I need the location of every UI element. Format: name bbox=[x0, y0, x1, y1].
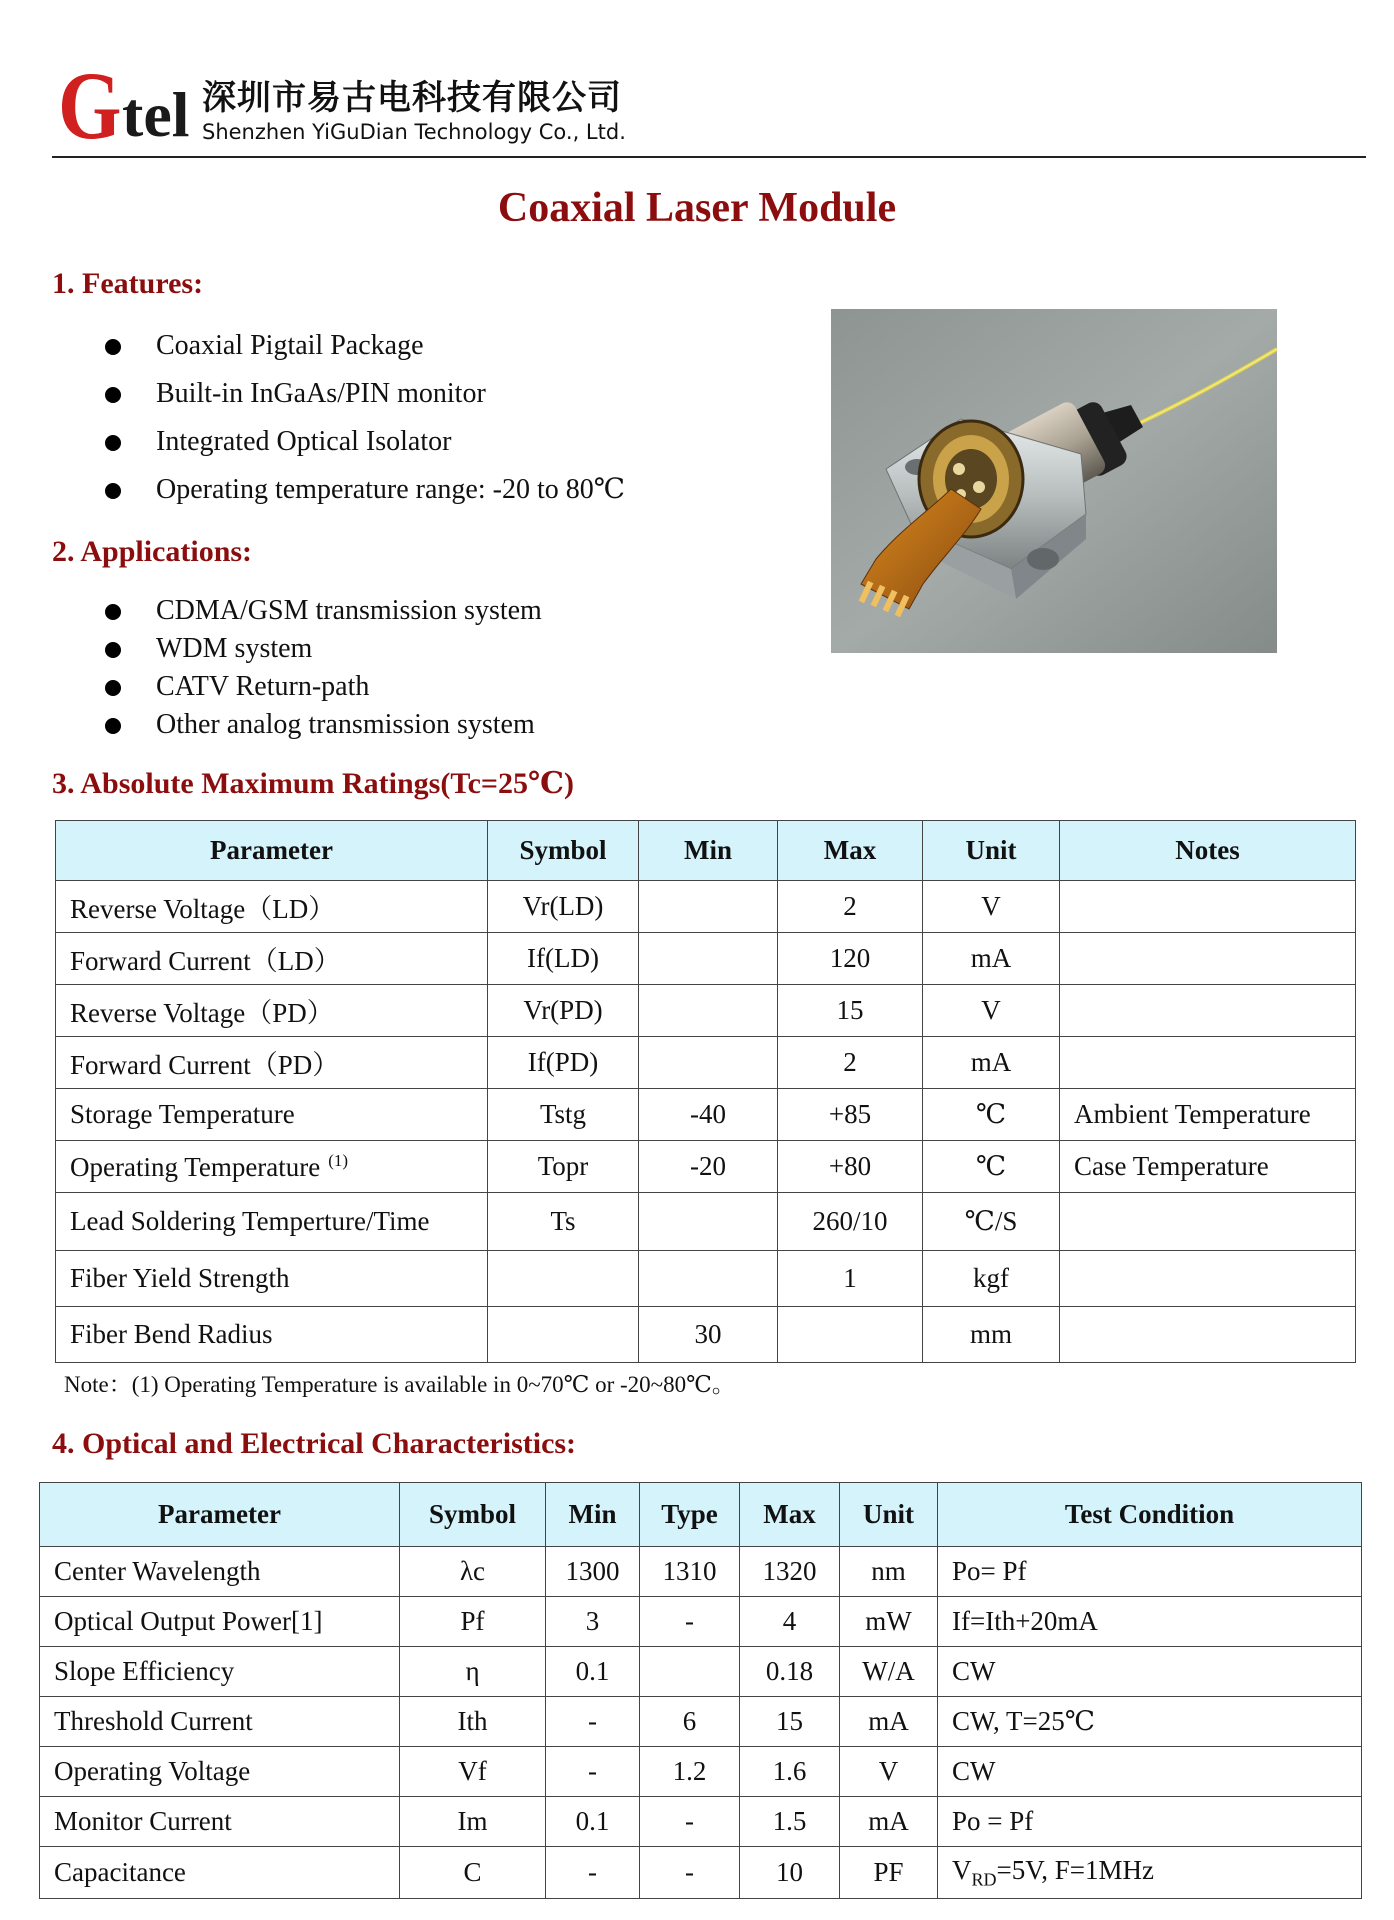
table-cell bbox=[56, 1037, 488, 1089]
cell-text: - bbox=[588, 1706, 597, 1736]
cell-text: - bbox=[685, 1857, 694, 1887]
table-cell bbox=[923, 881, 1060, 933]
table-row bbox=[56, 1037, 1356, 1089]
cell-text: 0.18 bbox=[765, 1656, 814, 1686]
table-cell bbox=[40, 1697, 400, 1747]
table-cell bbox=[778, 1193, 923, 1251]
condition-subscript: RD bbox=[971, 1869, 997, 1890]
column-header: Min bbox=[639, 821, 778, 881]
cell-text: Po = Pf bbox=[952, 1806, 1034, 1836]
column-header: Max bbox=[740, 1483, 840, 1547]
cell-text: 2 bbox=[843, 1047, 857, 1077]
list-item bbox=[100, 706, 542, 744]
table-cell bbox=[56, 1307, 488, 1363]
table-cell bbox=[640, 1797, 740, 1847]
cell-text: Slope Efficiency bbox=[54, 1656, 235, 1686]
cell-text: C bbox=[463, 1857, 482, 1887]
cell-text: 1.2 bbox=[672, 1756, 707, 1786]
table-cell bbox=[1060, 1193, 1356, 1251]
cell-text: 10 bbox=[776, 1857, 803, 1887]
table-cell bbox=[740, 1647, 840, 1697]
table-cell bbox=[488, 1307, 639, 1363]
table-cell bbox=[639, 1141, 778, 1193]
table-cell bbox=[938, 1747, 1362, 1797]
list-item bbox=[100, 668, 542, 706]
table-cell bbox=[400, 1847, 546, 1899]
table-cell bbox=[923, 1307, 1060, 1363]
company-name-block bbox=[202, 78, 626, 144]
cell-text: +85 bbox=[828, 1099, 872, 1129]
cell-text: 120 bbox=[829, 943, 871, 973]
table-cell bbox=[40, 1747, 400, 1797]
logo-text-tel: tel bbox=[122, 79, 190, 150]
cell-text: Tstg bbox=[539, 1099, 587, 1129]
bullet-icon bbox=[105, 718, 121, 734]
table-cell bbox=[640, 1697, 740, 1747]
table-row bbox=[40, 1797, 1362, 1847]
table-row bbox=[40, 1647, 1362, 1697]
cell-text: Operating Voltage bbox=[54, 1756, 251, 1786]
table-cell bbox=[640, 1647, 740, 1697]
cell-text: 3 bbox=[585, 1606, 600, 1636]
table-cell bbox=[488, 881, 639, 933]
characteristics-table-body bbox=[40, 1547, 1362, 1899]
table-row bbox=[56, 1193, 1356, 1251]
column-header: Test Condition bbox=[938, 1483, 1362, 1547]
cell-text: PF bbox=[873, 1857, 904, 1887]
cell-text: Forward Current（LD） bbox=[70, 946, 341, 976]
table-cell bbox=[56, 1141, 488, 1193]
characteristics-header-row bbox=[40, 1483, 1362, 1547]
table-cell bbox=[488, 1251, 639, 1307]
table-cell bbox=[639, 985, 778, 1037]
list-item bbox=[100, 592, 542, 630]
table-row bbox=[56, 1141, 1356, 1193]
list-item bbox=[100, 471, 625, 509]
column-header: Symbol bbox=[400, 1483, 546, 1547]
table-cell bbox=[1060, 881, 1356, 933]
table-row bbox=[56, 1089, 1356, 1141]
ratings-header-row bbox=[56, 821, 1356, 881]
cell-text: Pf bbox=[460, 1606, 485, 1636]
table-row bbox=[56, 1251, 1356, 1307]
table-cell bbox=[640, 1747, 740, 1797]
cell-text: 1.5 bbox=[772, 1806, 807, 1836]
table-cell bbox=[488, 1193, 639, 1251]
table-cell bbox=[938, 1597, 1362, 1647]
table-cell bbox=[639, 1037, 778, 1089]
list-item-text: Operating temperature range: -20 to 80℃ bbox=[156, 474, 626, 505]
cell-text: 1 bbox=[843, 1263, 857, 1293]
cell-text: Forward Current（PD） bbox=[70, 1050, 340, 1080]
table-cell bbox=[840, 1747, 938, 1797]
cell-text: If=Ith+20mA bbox=[952, 1606, 1098, 1636]
table-cell bbox=[923, 1037, 1060, 1089]
table-cell bbox=[740, 1697, 840, 1747]
cell-text: - bbox=[588, 1857, 597, 1887]
table-cell bbox=[1060, 1251, 1356, 1307]
table-cell bbox=[923, 1141, 1060, 1193]
cell-text: Storage Temperature bbox=[70, 1099, 295, 1129]
cell-text: - bbox=[685, 1606, 694, 1636]
table-cell bbox=[923, 933, 1060, 985]
cell-text: Reverse Voltage（LD） bbox=[70, 894, 336, 924]
bullet-icon bbox=[105, 642, 121, 658]
list-item bbox=[100, 375, 625, 413]
table-cell bbox=[488, 933, 639, 985]
table-row bbox=[40, 1547, 1362, 1597]
condition-rest: =5V, F=1MHz bbox=[996, 1854, 1154, 1885]
cell-text: V bbox=[878, 1756, 899, 1786]
table-cell bbox=[923, 1251, 1060, 1307]
company-name-chinese: 深圳市易古电科技有限公司 bbox=[202, 78, 622, 118]
cell-text: -40 bbox=[690, 1099, 726, 1129]
cell-text: kgf bbox=[973, 1263, 1009, 1293]
list-item bbox=[100, 423, 625, 461]
cell-text: Case Temperature bbox=[1074, 1151, 1269, 1181]
table-cell bbox=[639, 1193, 778, 1251]
cell-text: CW bbox=[952, 1756, 996, 1786]
table-cell bbox=[488, 1089, 639, 1141]
table-cell bbox=[1060, 1141, 1356, 1193]
ratings-table-body bbox=[56, 881, 1356, 1363]
cell-text: 15 bbox=[776, 1706, 803, 1736]
cell-text: 260/10 bbox=[812, 1206, 888, 1236]
cell-text: - bbox=[685, 1806, 694, 1836]
table-cell bbox=[740, 1847, 840, 1899]
features-heading: 1. Features: bbox=[52, 267, 204, 300]
bullet-icon bbox=[105, 339, 121, 355]
cell-text: Vr(LD) bbox=[522, 891, 604, 921]
cell-text: η bbox=[465, 1656, 480, 1686]
table-cell bbox=[639, 1307, 778, 1363]
cell-text: λc bbox=[459, 1556, 486, 1586]
table-cell bbox=[778, 1037, 923, 1089]
table-cell bbox=[1060, 933, 1356, 985]
table-cell bbox=[1060, 1037, 1356, 1089]
table-cell bbox=[40, 1597, 400, 1647]
document-title: Coaxial Laser Module bbox=[497, 185, 897, 231]
cell-text: Capacitance bbox=[54, 1857, 186, 1887]
table-cell bbox=[778, 1089, 923, 1141]
cell-text: - bbox=[588, 1756, 597, 1786]
page-header bbox=[52, 52, 1366, 159]
table-cell bbox=[640, 1597, 740, 1647]
company-name-english: Shenzhen YiGuDian Technology Co., Ltd. bbox=[202, 120, 626, 144]
list-item-text: Coaxial Pigtail Package bbox=[156, 330, 424, 361]
cell-text: ℃ bbox=[975, 1151, 1007, 1181]
product-photo bbox=[831, 309, 1277, 653]
laser-module-illustration bbox=[831, 309, 1277, 653]
table-cell bbox=[546, 1597, 640, 1647]
column-header: Max bbox=[778, 821, 923, 881]
table-cell bbox=[740, 1547, 840, 1597]
cell-text: 1300 bbox=[565, 1556, 620, 1586]
cell-text: Fiber Yield Strength bbox=[70, 1263, 290, 1293]
table-cell bbox=[400, 1747, 546, 1797]
condition-voltage: V bbox=[952, 1854, 972, 1885]
table-cell bbox=[640, 1847, 740, 1899]
column-header: Min bbox=[546, 1483, 640, 1547]
ratings-table bbox=[55, 820, 1356, 1363]
table-row bbox=[40, 1697, 1362, 1747]
characteristics-table bbox=[39, 1482, 1362, 1899]
table-cell bbox=[488, 1141, 639, 1193]
bullet-icon bbox=[105, 387, 121, 403]
cell-text: V bbox=[981, 891, 1001, 921]
table-row bbox=[56, 985, 1356, 1037]
cell-text: Fiber Bend Radius bbox=[70, 1319, 273, 1349]
ratings-heading: 3. Absolute Maximum Ratings(Tc=25℃) bbox=[52, 767, 574, 800]
table-cell bbox=[400, 1697, 546, 1747]
cell-text: 0.1 bbox=[575, 1656, 610, 1686]
cell-text: Lead Soldering Temperture/Time bbox=[70, 1206, 430, 1236]
table-cell bbox=[400, 1597, 546, 1647]
table-cell bbox=[546, 1547, 640, 1597]
table-cell bbox=[938, 1547, 1362, 1597]
column-header: Unit bbox=[840, 1483, 938, 1547]
table-cell bbox=[546, 1697, 640, 1747]
table-cell bbox=[840, 1597, 938, 1647]
cell-text: Monitor Current bbox=[54, 1806, 232, 1836]
table-cell bbox=[488, 985, 639, 1037]
table-cell bbox=[546, 1797, 640, 1847]
table-cell bbox=[639, 933, 778, 985]
table-cell bbox=[400, 1647, 546, 1697]
ratings-note: Note：(1) Operating Temperature is available in 0~70℃ or -20~80℃。 bbox=[64, 1372, 735, 1397]
table-cell bbox=[56, 1089, 488, 1141]
bullet-icon bbox=[105, 680, 121, 696]
table-cell bbox=[56, 985, 488, 1037]
list-item-text: CDMA/GSM transmission system bbox=[156, 595, 542, 626]
cell-text: 30 bbox=[694, 1319, 722, 1349]
list-item-text: Other analog transmission system bbox=[156, 709, 535, 740]
bullet-icon bbox=[105, 604, 121, 620]
cell-text: W/A bbox=[862, 1656, 915, 1686]
table-cell bbox=[400, 1797, 546, 1847]
cell-text: 1320 bbox=[762, 1556, 817, 1586]
cell-text: Ts bbox=[550, 1206, 576, 1236]
table-cell bbox=[938, 1797, 1362, 1847]
cell-text: CW bbox=[952, 1656, 996, 1686]
cell-text: mA bbox=[868, 1706, 909, 1736]
table-cell bbox=[56, 933, 488, 985]
cell-text: Operating Temperature bbox=[70, 1151, 321, 1182]
cell-text: 4 bbox=[782, 1606, 797, 1636]
table-cell bbox=[840, 1647, 938, 1697]
table-cell bbox=[1060, 985, 1356, 1037]
table-cell bbox=[778, 881, 923, 933]
table-cell bbox=[840, 1797, 938, 1847]
table-cell bbox=[840, 1847, 938, 1899]
table-cell bbox=[778, 933, 923, 985]
list-item bbox=[100, 630, 542, 668]
footnote-marker: (1) bbox=[328, 1150, 349, 1170]
table-cell bbox=[778, 1141, 923, 1193]
table-cell bbox=[840, 1547, 938, 1597]
table-cell bbox=[639, 1089, 778, 1141]
column-header: Type bbox=[640, 1483, 740, 1547]
table-cell bbox=[740, 1747, 840, 1797]
cell-text: -20 bbox=[690, 1151, 726, 1181]
table-cell bbox=[1060, 1089, 1356, 1141]
table-cell bbox=[778, 1251, 923, 1307]
cell-text: Optical Output Power[1] bbox=[54, 1606, 323, 1636]
logo-letter-g: G bbox=[58, 52, 122, 159]
table-row bbox=[56, 1307, 1356, 1363]
cell-text: 0.1 bbox=[575, 1806, 610, 1836]
table-cell bbox=[56, 881, 488, 933]
cell-text: ℃ bbox=[975, 1099, 1007, 1129]
table-cell bbox=[639, 881, 778, 933]
table-cell bbox=[1060, 1307, 1356, 1363]
cell-text: 2 bbox=[843, 891, 857, 921]
table-cell bbox=[923, 1193, 1060, 1251]
cell-text: 1.6 bbox=[772, 1756, 807, 1786]
cell-text: +80 bbox=[828, 1151, 872, 1181]
cell-text: mA bbox=[868, 1806, 909, 1836]
table-cell bbox=[840, 1697, 938, 1747]
table-cell bbox=[56, 1251, 488, 1307]
cell-text: CW, T=25℃ bbox=[952, 1706, 1095, 1736]
table-cell bbox=[40, 1847, 400, 1899]
company-logo bbox=[58, 52, 190, 159]
cell-text: Vr(PD) bbox=[523, 995, 603, 1025]
table-cell bbox=[56, 1193, 488, 1251]
table-row bbox=[56, 933, 1356, 985]
cell-text: Vf bbox=[458, 1756, 487, 1786]
table-cell bbox=[923, 985, 1060, 1037]
table-cell bbox=[778, 985, 923, 1037]
cell-text: ℃/S bbox=[964, 1206, 1018, 1236]
table-row bbox=[40, 1747, 1362, 1797]
cell-text: mm bbox=[969, 1319, 1012, 1349]
table-cell bbox=[640, 1547, 740, 1597]
cell-text: Topr bbox=[537, 1151, 589, 1181]
list-item-text: CATV Return-path bbox=[156, 671, 370, 702]
cell-text: Center Wavelength bbox=[54, 1556, 261, 1586]
cell-text: nm bbox=[871, 1556, 906, 1586]
table-cell bbox=[400, 1547, 546, 1597]
table-cell bbox=[40, 1647, 400, 1697]
applications-heading: 2. Applications: bbox=[52, 535, 253, 568]
table-cell bbox=[40, 1797, 400, 1847]
table-cell bbox=[546, 1747, 640, 1797]
bullet-icon bbox=[105, 483, 121, 499]
cell-text: mA bbox=[970, 1047, 1012, 1077]
cell-text: Im bbox=[457, 1806, 488, 1836]
table-cell bbox=[488, 1037, 639, 1089]
table-row bbox=[40, 1597, 1362, 1647]
cell-text: V bbox=[981, 995, 1001, 1025]
bullet-icon bbox=[105, 435, 121, 451]
cell-text: mA bbox=[970, 943, 1012, 973]
table-cell bbox=[740, 1797, 840, 1847]
table-cell bbox=[740, 1597, 840, 1647]
column-header: Unit bbox=[923, 821, 1060, 881]
cell-text: mW bbox=[865, 1606, 912, 1636]
table-cell bbox=[778, 1307, 923, 1363]
cell-text: Reverse Voltage（PD） bbox=[70, 998, 334, 1028]
table-cell bbox=[639, 1251, 778, 1307]
cell-text: 6 bbox=[682, 1706, 697, 1736]
cell-text: Ith bbox=[457, 1706, 488, 1736]
table-cell bbox=[938, 1647, 1362, 1697]
cell-text: If(LD) bbox=[527, 943, 599, 973]
table-cell bbox=[923, 1089, 1060, 1141]
characteristics-heading: 4. Optical and Electrical Characteristics: bbox=[52, 1427, 577, 1460]
features-list bbox=[100, 327, 625, 519]
table-cell bbox=[546, 1847, 640, 1899]
list-item bbox=[100, 327, 625, 365]
table-cell bbox=[938, 1847, 1362, 1899]
cell-text: 15 bbox=[836, 995, 864, 1025]
cell-text: Ambient Temperature bbox=[1074, 1099, 1311, 1129]
applications-list bbox=[100, 592, 542, 744]
column-header: Notes bbox=[1060, 821, 1356, 881]
table-row bbox=[56, 881, 1356, 933]
list-item-text: Integrated Optical Isolator bbox=[156, 426, 452, 457]
column-header: Parameter bbox=[40, 1483, 400, 1547]
cell-text: Threshold Current bbox=[54, 1706, 253, 1736]
column-header: Symbol bbox=[488, 821, 639, 881]
cell-text: Po= Pf bbox=[952, 1556, 1027, 1586]
table-cell bbox=[40, 1547, 400, 1597]
list-item-text: Built-in InGaAs/PIN monitor bbox=[156, 378, 486, 409]
table-cell bbox=[938, 1697, 1362, 1747]
list-item-text: WDM system bbox=[156, 633, 313, 664]
table-row bbox=[40, 1847, 1362, 1899]
cell-text: 1310 bbox=[662, 1556, 717, 1586]
column-header: Parameter bbox=[56, 821, 488, 881]
cell-text: If(PD) bbox=[527, 1047, 599, 1077]
table-cell bbox=[546, 1647, 640, 1697]
